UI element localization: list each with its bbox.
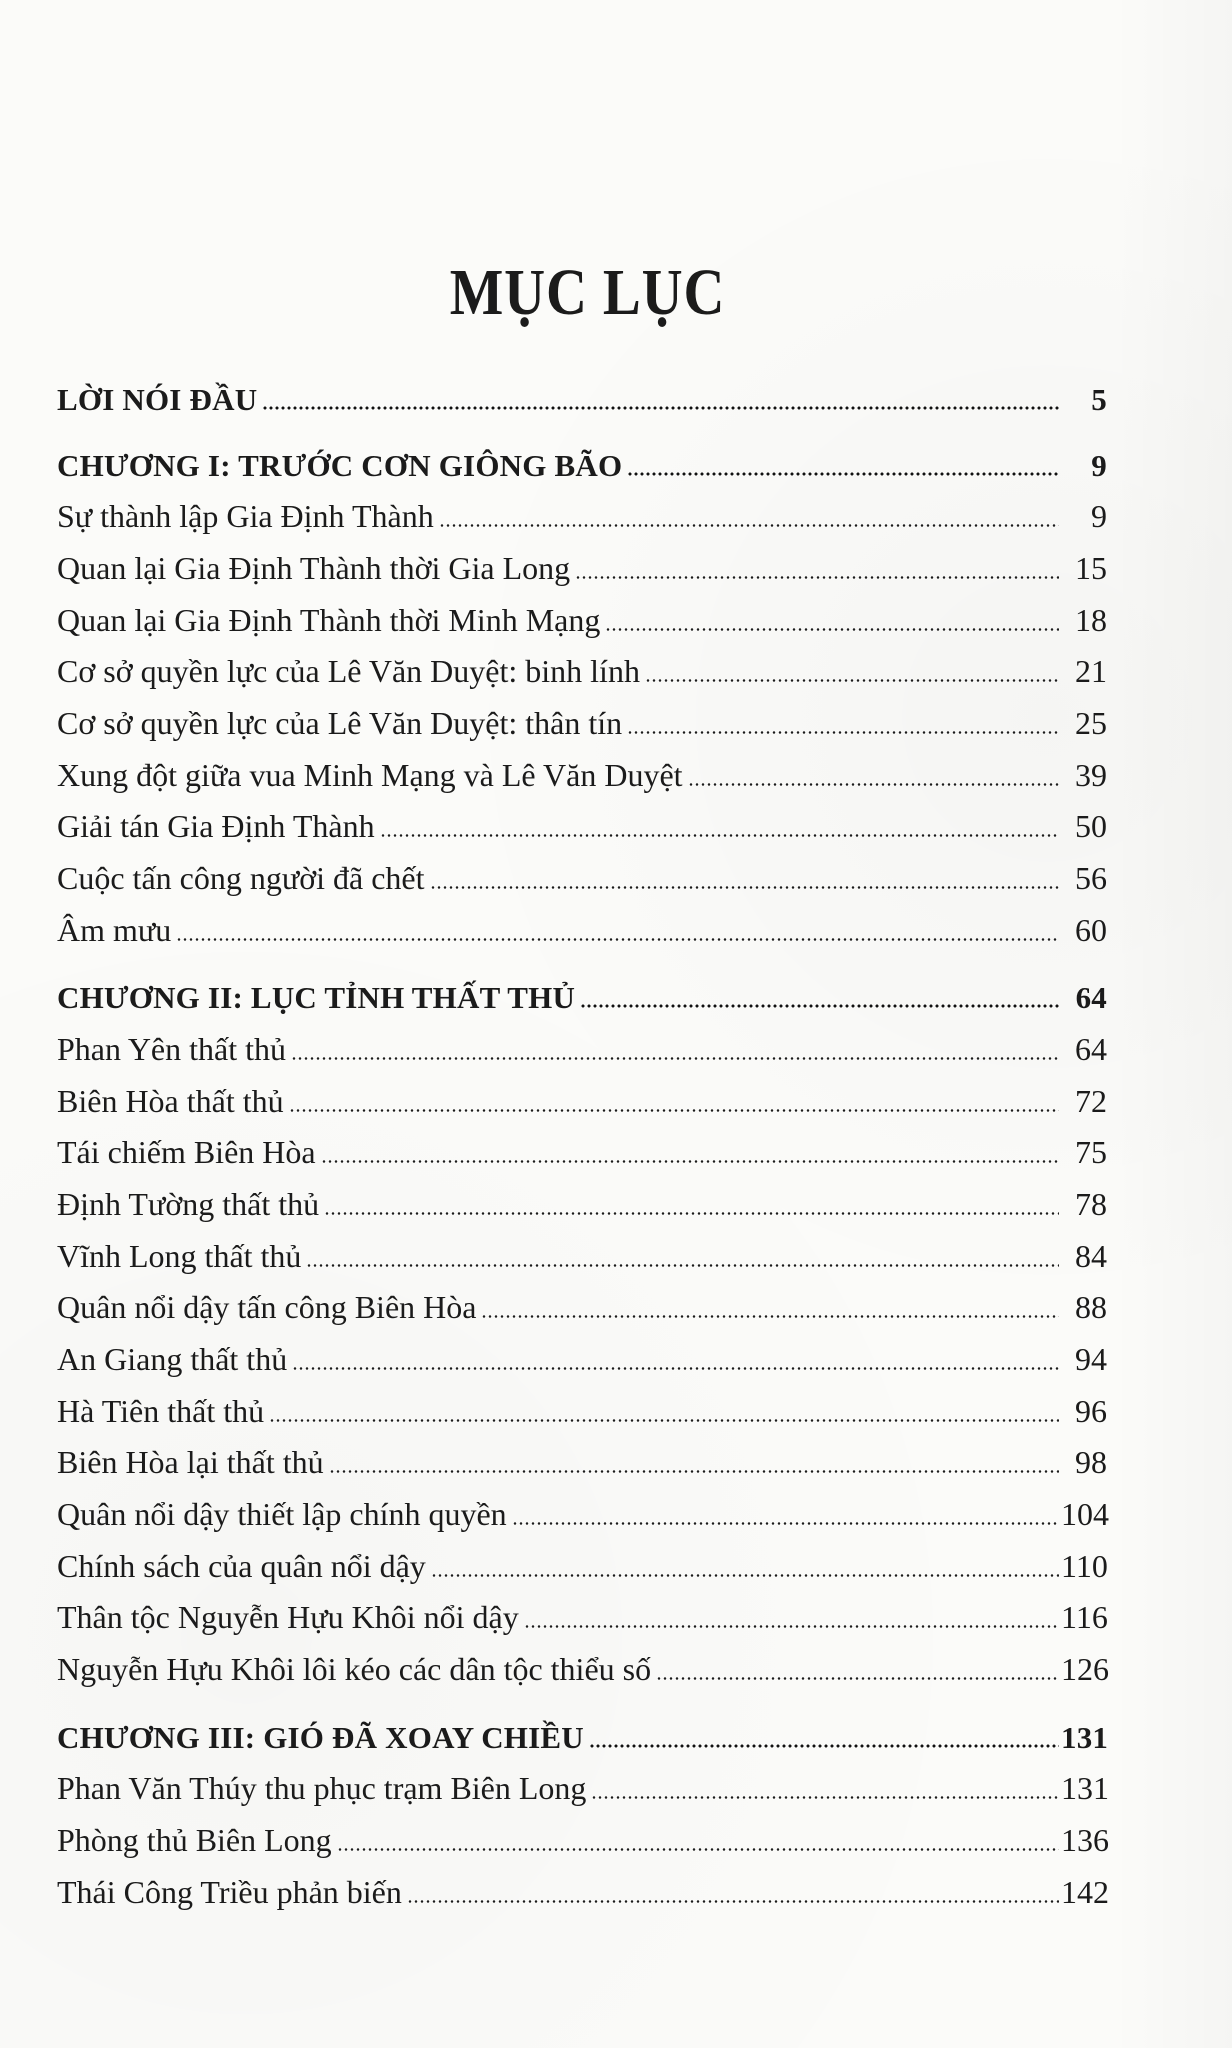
leader-dots [337, 1848, 1059, 1851]
toc-entry-label: Định Tường thất thủ [57, 1186, 320, 1222]
toc-row [57, 1180, 1107, 1220]
toc-row [57, 1816, 1107, 1856]
leader-dots [605, 628, 1059, 631]
toc-row [57, 492, 1107, 532]
toc-entry-label: Giải tán Gia Định Thành [57, 808, 375, 844]
toc-row [57, 973, 1107, 1013]
toc-entry-label: Quan lại Gia Định Thành thời Gia Long [57, 550, 571, 586]
toc-entry-label: An Giang thất thủ [57, 1341, 288, 1377]
toc-page-number: 96 [1075, 1393, 1107, 1429]
toc-page-number: 104 [1061, 1496, 1109, 1532]
leader-dots [329, 1470, 1059, 1473]
toc-page-number: 64 [1075, 980, 1107, 1015]
toc-entry-label: Chính sách của quân nổi dậy [57, 1548, 426, 1584]
toc-entry-label: Cơ sở quyền lực của Lê Văn Duyệt: thân tín [57, 705, 623, 741]
toc-entry-label: Tái chiếm Biên Hòa [57, 1134, 316, 1170]
toc-entry-label: Biên Hòa thất thủ [57, 1083, 284, 1119]
toc-row [57, 1542, 1107, 1582]
toc-page-number: 50 [1075, 808, 1107, 844]
toc-entry-label: Phan Yên thất thủ [57, 1031, 286, 1067]
toc-entry-label: CHƯƠNG II: LỤC TỈNH THẤT THỦ [57, 980, 576, 1015]
toc-entry-label: LỜI NÓI ĐẦU [57, 382, 258, 417]
page-title: MỤC LỤC [449, 256, 726, 330]
toc-entry-label: Hà Tiên thất thủ [57, 1393, 265, 1429]
toc-entry-label: Quan lại Gia Định Thành thời Minh Mạng [57, 602, 601, 638]
toc-row [57, 1025, 1107, 1065]
leader-dots [656, 1677, 1059, 1680]
toc-page-number: 18 [1075, 602, 1107, 638]
toc-entry-label: Sự thành lập Gia Định Thành [57, 498, 434, 534]
leader-dots [289, 1109, 1059, 1112]
toc-page-number: 9 [1091, 498, 1107, 534]
toc-row [57, 854, 1107, 894]
leader-dots [575, 576, 1059, 579]
toc-row [57, 1593, 1107, 1633]
toc-row [57, 1077, 1107, 1117]
leader-dots [688, 783, 1059, 786]
leader-dots [627, 731, 1059, 734]
toc-page-number: 94 [1075, 1341, 1107, 1377]
leader-dots [524, 1625, 1059, 1628]
toc-row [57, 596, 1107, 636]
leader-dots [591, 1796, 1059, 1799]
toc-page-number: 39 [1075, 757, 1107, 793]
toc-entry-label: Phòng thủ Biên Long [57, 1822, 332, 1858]
toc-page-number: 88 [1075, 1289, 1107, 1325]
toc-row [57, 1764, 1107, 1804]
leader-dots [292, 1367, 1059, 1370]
toc-page-number: 5 [1091, 382, 1107, 417]
leader-dots [407, 1900, 1059, 1903]
toc-entry-label: CHƯƠNG I: TRƯỚC CƠN GIÔNG BÃO [57, 448, 623, 483]
leader-dots [481, 1315, 1059, 1318]
toc-row [57, 1232, 1107, 1272]
toc-page-number: 9 [1091, 448, 1107, 483]
toc-entry-label: Nguyễn Hựu Khôi lôi kéo các dân tộc thiểu số [57, 1651, 652, 1687]
toc-row [57, 1387, 1107, 1427]
toc-page-number: 110 [1061, 1548, 1108, 1584]
toc-entry-label: Cuộc tấn công người đã chết [57, 860, 425, 896]
toc-row [57, 647, 1107, 687]
toc-page-number: 136 [1061, 1822, 1109, 1858]
leader-dots [269, 1419, 1059, 1422]
toc-entry-label: Thái Công Triều phản biến [57, 1874, 402, 1910]
toc-entry-label: Cơ sở quyền lực của Lê Văn Duyệt: binh lính [57, 653, 640, 689]
toc-entry-label: CHƯƠNG III: GIÓ ĐÃ XOAY CHIỀU [57, 1720, 584, 1755]
toc-entry-label: Vĩnh Long thất thủ [57, 1238, 302, 1274]
leader-dots [512, 1522, 1059, 1525]
toc-row [57, 1713, 1107, 1753]
leader-dots [262, 406, 1059, 410]
toc-page-number: 60 [1075, 912, 1107, 948]
toc-row [57, 1645, 1107, 1685]
toc-row [57, 802, 1107, 842]
toc-row [57, 699, 1107, 739]
leader-dots [321, 1160, 1059, 1163]
leader-dots [176, 938, 1059, 941]
toc-page-number: 131 [1061, 1770, 1109, 1806]
toc-entry-label: Thân tộc Nguyễn Hựu Khôi nổi dậy [57, 1599, 519, 1635]
leader-dots [589, 1744, 1059, 1748]
leader-dots [291, 1057, 1059, 1060]
leader-dots [324, 1212, 1059, 1215]
toc-row [57, 1335, 1107, 1375]
toc-row [57, 1283, 1107, 1323]
leader-dots [430, 886, 1060, 889]
toc-page-number: 21 [1075, 653, 1107, 689]
leader-dots [306, 1264, 1059, 1267]
toc-row [57, 441, 1107, 481]
toc-page-number: 25 [1075, 705, 1107, 741]
toc-page-number: 56 [1075, 860, 1107, 896]
toc-row [57, 375, 1107, 415]
toc-page-number: 15 [1075, 550, 1107, 586]
toc-row [57, 751, 1107, 791]
toc-page-number: 72 [1075, 1083, 1107, 1119]
page-edge-shade [1112, 0, 1232, 2048]
toc-entry-label: Quân nổi dậy tấn công Biên Hòa [57, 1289, 477, 1325]
toc-page-number: 75 [1075, 1134, 1107, 1170]
toc-row [57, 1868, 1107, 1908]
leader-dots [645, 679, 1059, 682]
toc-row [57, 1438, 1107, 1478]
toc-page-number: 84 [1075, 1238, 1107, 1274]
toc-page-number: 98 [1075, 1444, 1107, 1480]
toc-entry-label: Quân nổi dậy thiết lập chính quyền [57, 1496, 507, 1532]
toc-row [57, 1490, 1107, 1530]
toc-page-number: 64 [1075, 1031, 1107, 1067]
toc-row [57, 906, 1107, 946]
toc-page-number: 78 [1075, 1186, 1107, 1222]
toc-page-number: 131 [1061, 1720, 1109, 1755]
toc-entry-label: Xung đột giữa vua Minh Mạng và Lê Văn Duyệt [57, 757, 683, 793]
leader-dots [580, 1004, 1059, 1008]
toc-page-number: 142 [1061, 1874, 1109, 1910]
leader-dots [439, 524, 1059, 527]
toc-entry-label: Âm mưu [57, 912, 172, 948]
leader-dots [627, 472, 1059, 476]
toc-row [57, 1128, 1107, 1168]
toc-entry-label: Phan Văn Thúy thu phục trạm Biên Long [57, 1770, 587, 1806]
toc-page-number: 126 [1061, 1651, 1109, 1687]
leader-dots [380, 834, 1059, 837]
toc-row [57, 544, 1107, 584]
toc-page-number: 116 [1061, 1599, 1108, 1635]
toc-entry-label: Biên Hòa lại thất thủ [57, 1444, 324, 1480]
leader-dots [431, 1574, 1059, 1577]
